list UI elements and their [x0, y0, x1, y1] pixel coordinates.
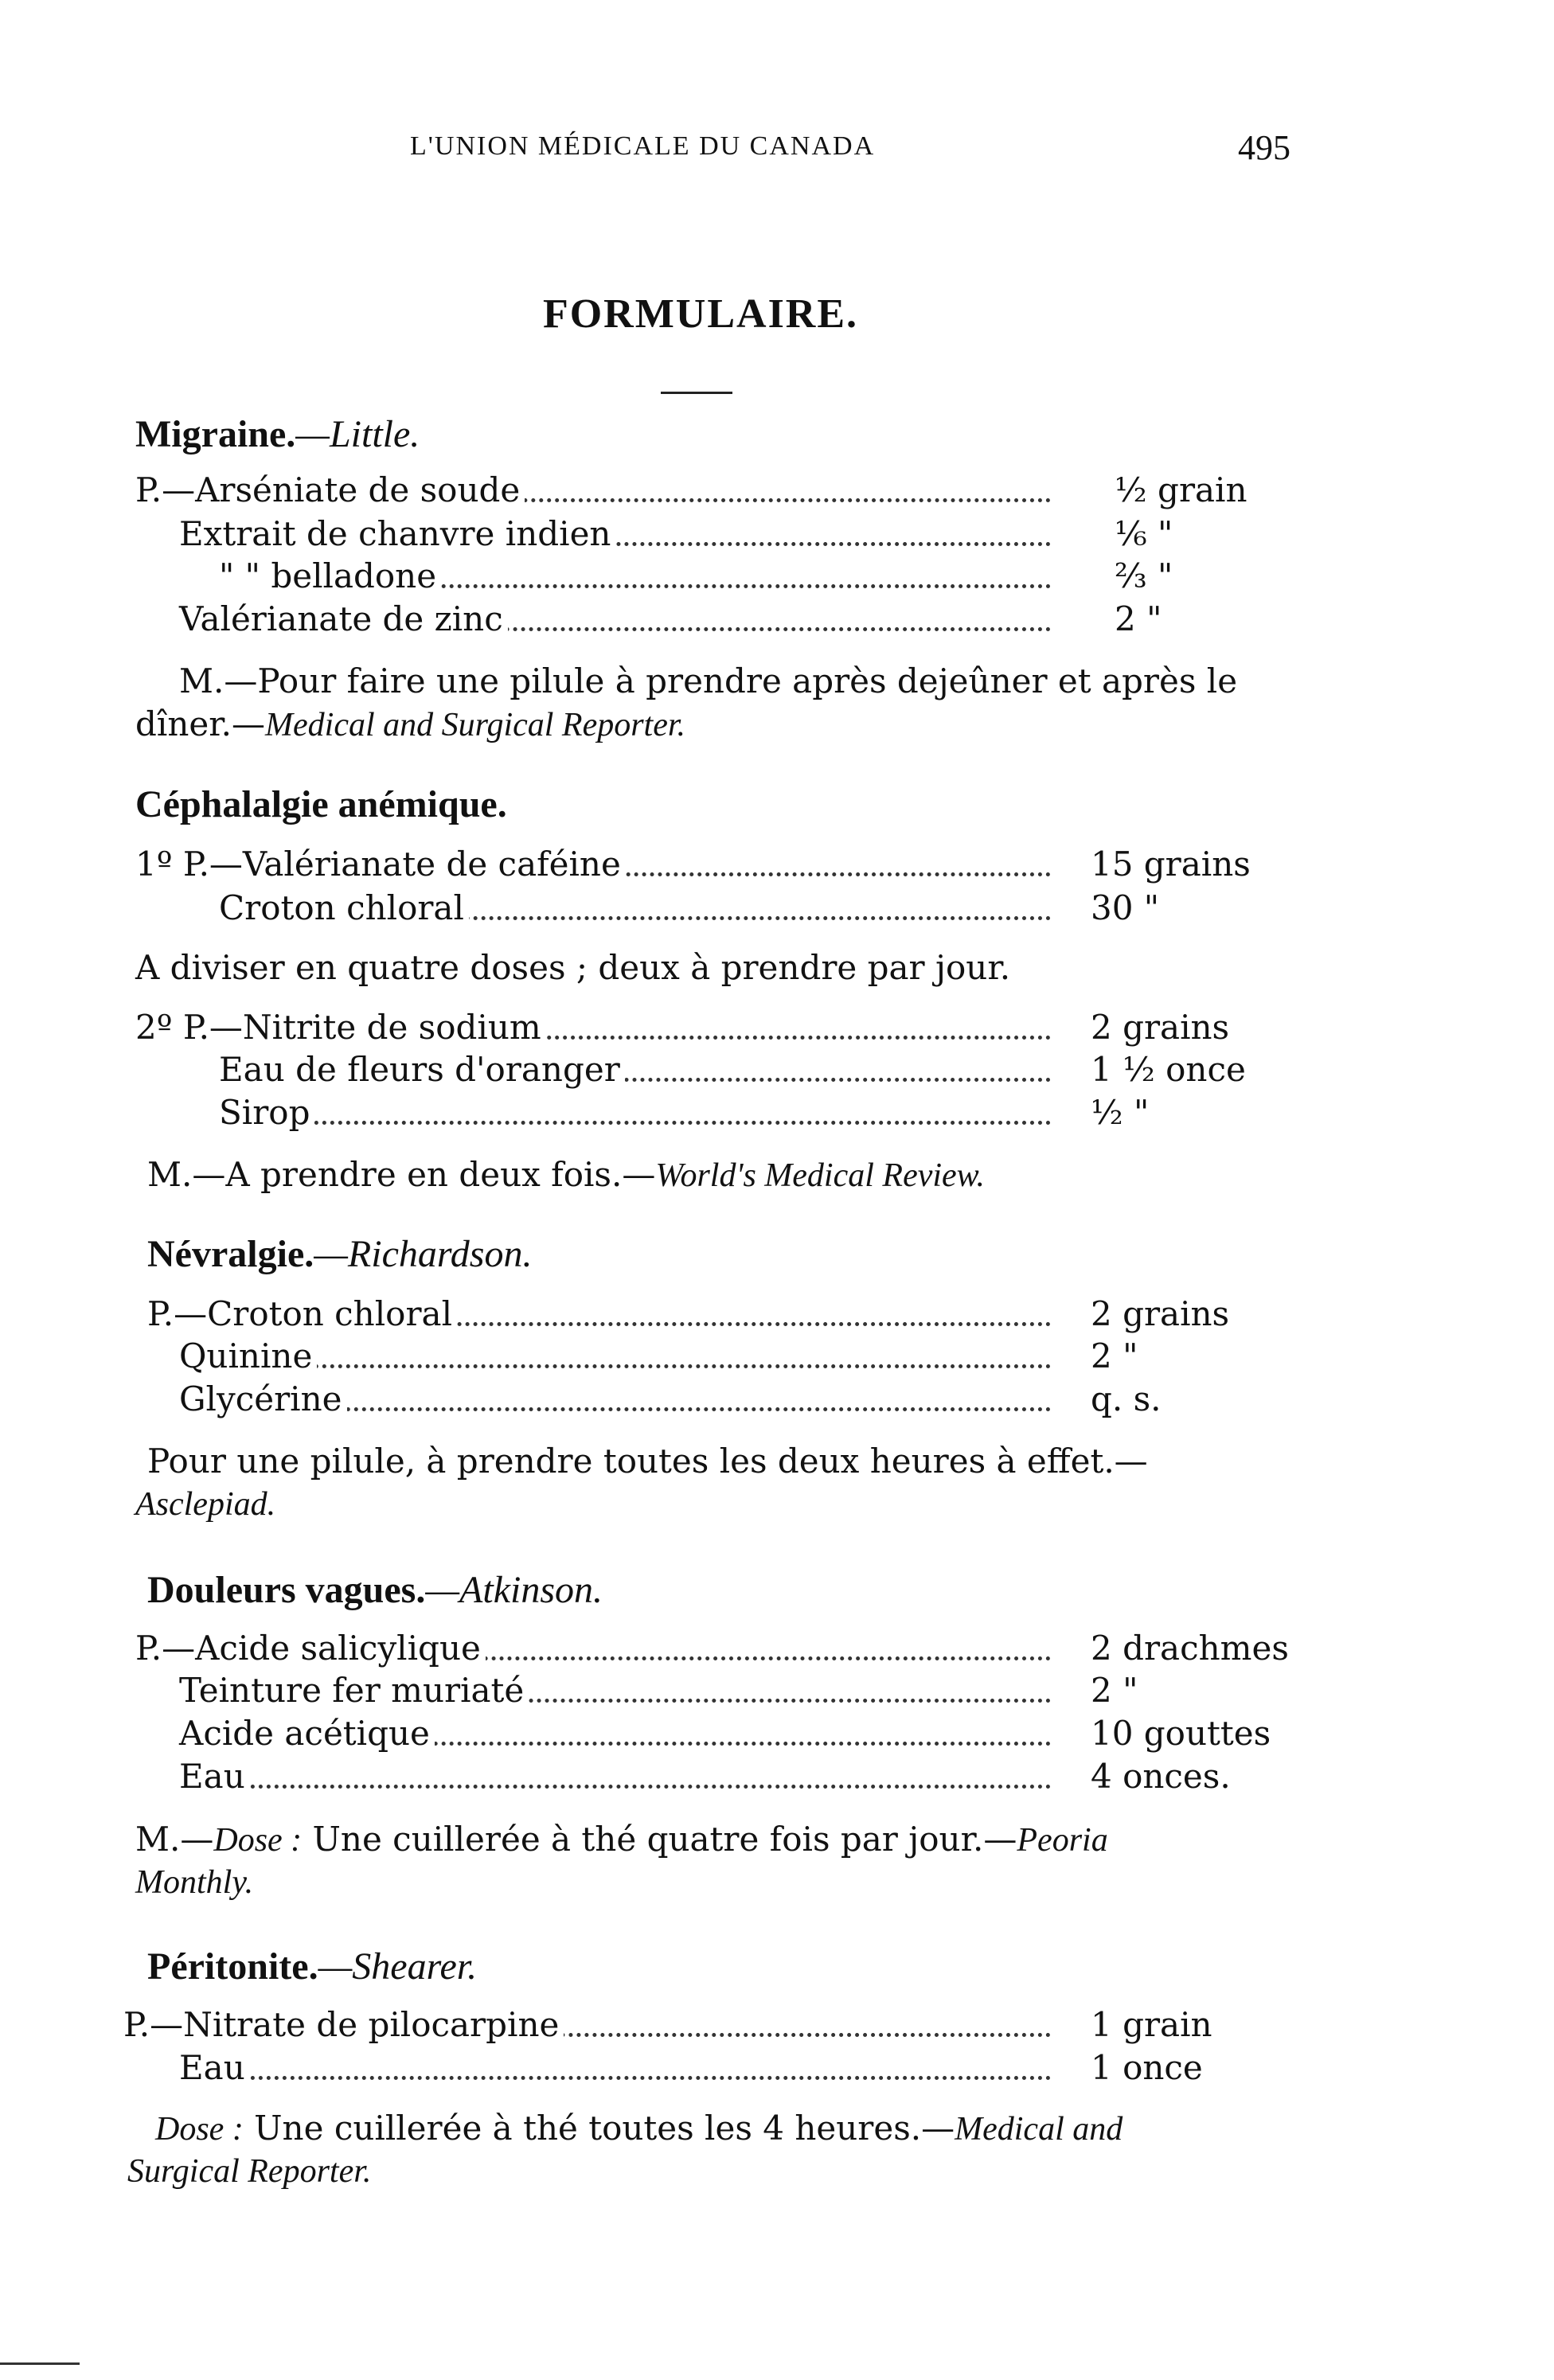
- rx-line: Teinture fer muriaté 2 ": [179, 1671, 1138, 1710]
- rx-line: Sirop ½ ": [219, 1093, 1150, 1132]
- rx-line: P.—Arséniate de soude ½ grain: [135, 470, 1247, 509]
- page-title: FORMULAIRE.: [542, 291, 859, 337]
- nevralgie-note: Pour une pilule, à prendre toutes les deux heures à effet.—: [147, 1442, 1148, 1481]
- rx-line: Croton chloral 30 ": [219, 888, 1160, 927]
- nevralgie-heading: Névralgie.—Richardson.: [147, 1233, 533, 1275]
- rx-line: P.—Acide salicylique 2 drachmes: [135, 1629, 1289, 1668]
- rx-line: 2º P.—Nitrite de sodium 2 grains: [135, 1008, 1230, 1047]
- peritonite-note: Dose : Une cuillerée à thé toutes les 4 heures.—Medical and: [155, 2109, 1123, 2148]
- rx-line: Eau 1 once: [179, 2048, 1203, 2087]
- running-header: [0, 128, 1554, 179]
- cephalalgie-heading: Céphalalgie anémique.: [135, 783, 507, 825]
- rx-line: Eau 4 onces.: [179, 1757, 1231, 1796]
- rx-line: " " belladone ⅔ ": [219, 556, 1173, 595]
- rx-line: P.—Croton chloral 2 grains: [147, 1294, 1230, 1333]
- rx-line: Extrait de chanvre indien ⅙ ": [179, 514, 1173, 553]
- rx-line: 1º P.—Valérianate de caféine 15 grains: [135, 845, 1251, 884]
- migraine-note: M.—Pour faire une pilule à prendre après dejeûner et après le: [179, 661, 1238, 700]
- nevralgie-source: Asclepiad.: [135, 1486, 276, 1523]
- rx-line: P.—Nitrate de pilocarpine 1 grain: [123, 2005, 1212, 2044]
- rx-line: Valérianate de zinc 2 ": [179, 599, 1162, 638]
- rx-line: Quinine 2 ": [179, 1336, 1138, 1375]
- running-title: L'UNION MÉDICALE DU CANADA: [410, 131, 876, 161]
- douleurs-heading: Douleurs vagues.—Atkinson.: [147, 1569, 603, 1611]
- rx-line: Acide acétique 10 gouttes: [179, 1714, 1271, 1753]
- peritonite-heading: Péritonite.—Shearer.: [147, 1945, 478, 1988]
- peritonite-source: Surgical Reporter.: [127, 2153, 372, 2190]
- cephalalgie-note: M.—A prendre en deux fois.—World's Medical Review.: [147, 1155, 986, 1194]
- migraine-source: dîner.—Medical and Surgical Reporter.: [135, 704, 686, 743]
- bottom-edge-mark: [0, 2362, 80, 2365]
- rx-line: Eau de fleurs d'oranger 1 ½ once: [219, 1050, 1246, 1089]
- douleurs-source: Monthly.: [135, 1864, 254, 1901]
- rx-line: Glycérine q. s.: [179, 1379, 1162, 1418]
- title-rule: [661, 392, 732, 394]
- page-number: 495: [1238, 128, 1290, 167]
- cephalalgie-divide-note: A diviser en quatre doses ; deux à prendre par jour.: [135, 948, 1011, 987]
- migraine-heading: Migraine.—Little.: [135, 413, 420, 455]
- douleurs-note: M.—Dose : Une cuillerée à thé quatre fois par jour.—Peoria: [135, 1820, 1108, 1859]
